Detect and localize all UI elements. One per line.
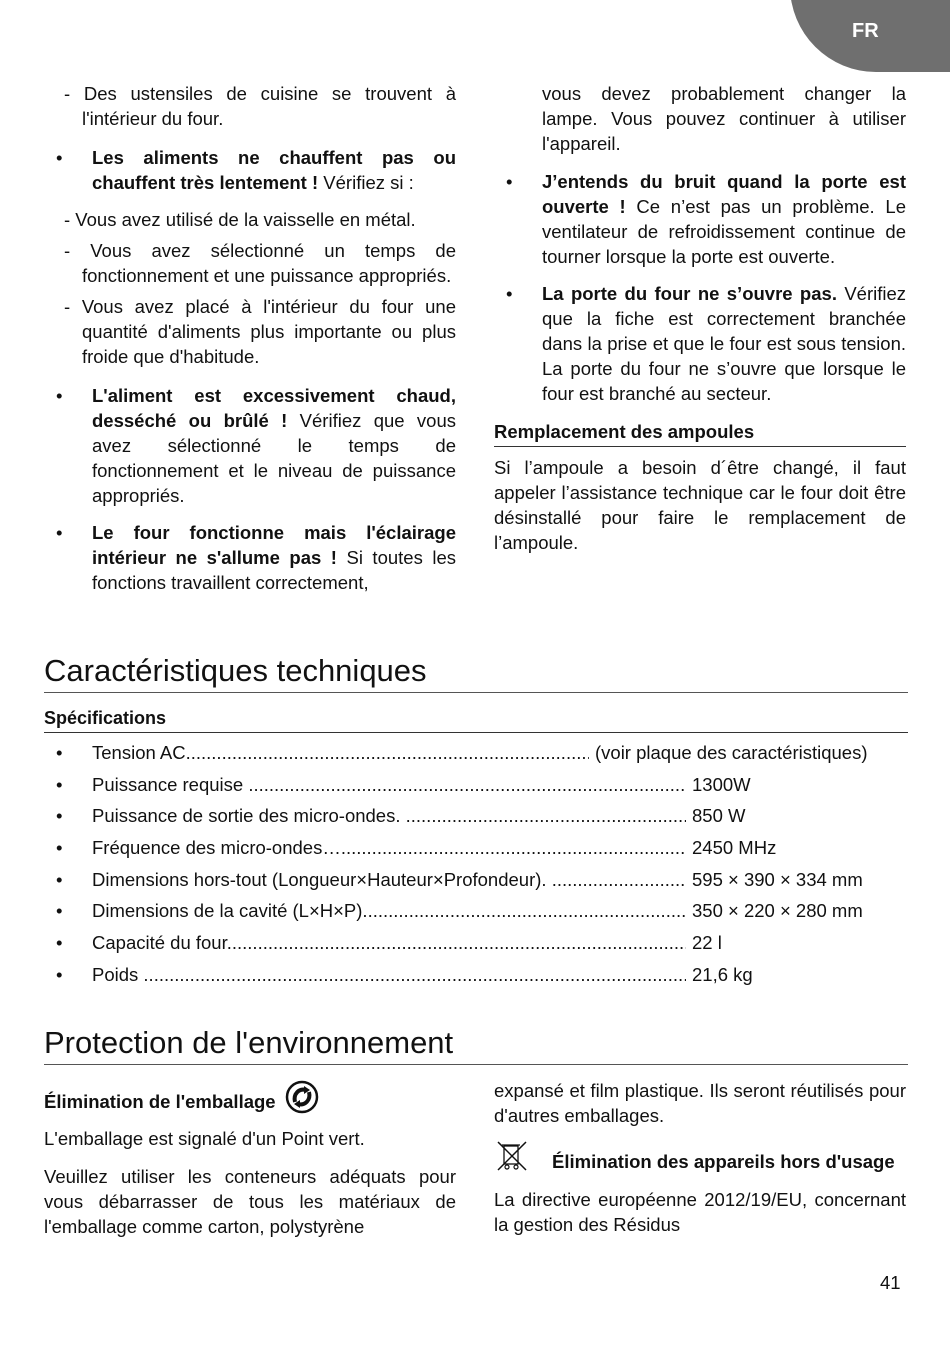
- packaging-subheading-text: Élimination de l'emballage: [44, 1091, 276, 1112]
- bullet-dot: •: [56, 868, 63, 890]
- spec-row: [44, 930, 914, 962]
- bullet-dot: •: [506, 283, 513, 304]
- spec-row: [44, 835, 914, 867]
- spec-value: (voir plaque des caractéristiques): [595, 742, 868, 763]
- spec-label-wrap: [92, 898, 686, 923]
- bullet-item: [44, 383, 456, 508]
- language-label: FR: [852, 20, 879, 42]
- spec-label-wrap: [92, 835, 686, 860]
- spec-label: Dimensions hors-tout (Longueur×Hauteur×Profondeur). .....: [92, 869, 686, 890]
- spec-label-wrap: [92, 930, 686, 955]
- bullet-dot: •: [506, 171, 513, 192]
- spec-label-wrap: [92, 867, 686, 892]
- left-column: [44, 81, 456, 607]
- spec-value: 2450 MHz: [692, 837, 777, 859]
- spec-label: Puissance requise .....: [92, 774, 686, 795]
- bullet-dot: •: [56, 147, 63, 168]
- paragraph: La directive européenne 2012/19/EU, concernant la gestion des Résidus: [494, 1189, 906, 1235]
- bullet-item: [494, 169, 906, 269]
- section-subheading: Remplacement des ampoules: [494, 419, 906, 447]
- page-number: 41: [880, 1272, 901, 1293]
- bullet-dot: •: [56, 805, 63, 827]
- spec-value: 1300W: [692, 773, 751, 795]
- spec-row: [44, 772, 914, 804]
- bullet-bold: Le four fonctionne mais l'éclairage intérieur ne s'allume pas !: [92, 522, 456, 568]
- bullet-dot: •: [56, 963, 63, 985]
- paragraph: Si l’ampoule a besoin d´être changé, il faut appeler l’assistance technique car le four doit être désinstallé pour faire le remplacement de l’ampoule.: [494, 457, 906, 553]
- specs-list: [44, 740, 914, 994]
- dash-item: - Vous avez utilisé de la vaisselle en métal.: [64, 209, 416, 230]
- bullet-bold: J’entends du bruit quand la porte est ouverte !: [542, 171, 906, 217]
- spec-value: 350 × 220 × 280 mm: [692, 900, 863, 922]
- specs-subheading: Spécifications: [44, 706, 908, 733]
- bullet-dot: •: [56, 522, 63, 543]
- bullet-dot: •: [56, 900, 63, 922]
- spec-row: [44, 740, 914, 772]
- spec-label: Capacité du four .....: [92, 932, 686, 953]
- spec-value: 850 W: [692, 805, 746, 827]
- section-title: Caractéristiques techniques: [44, 652, 908, 693]
- language-tab: [790, 0, 950, 72]
- section-title: Protection de l'environnement: [44, 1024, 908, 1065]
- spec-label-wrap: [92, 772, 686, 797]
- bullet-dot: •: [56, 837, 63, 859]
- bullet-bold: Les aliments ne chauffent pas ou chauffent très lentement !: [92, 147, 456, 193]
- spec-label: Fréquence des micro-ondes… .....: [92, 837, 686, 858]
- spec-label-wrap: [92, 962, 686, 987]
- env-left-column: [44, 1080, 456, 1239]
- bullet-item: [44, 520, 456, 595]
- bullet-text: Si toutes les fonctions travaillent correctement,: [92, 547, 456, 593]
- packaging-subheading: [44, 1080, 456, 1114]
- spec-row: [44, 962, 914, 994]
- bullet-item: [44, 145, 456, 195]
- dash-item: - Vous avez sélectionné un temps de fonctionnement et une puissance appropriés.: [64, 240, 456, 286]
- spec-label: Dimensions de la cavité (L×H×P). .....: [92, 900, 686, 921]
- spec-value: 595 × 390 × 334 mm: [692, 868, 863, 890]
- crossed-bin-icon: [494, 1140, 534, 1172]
- continued-text: vous devez probablement changer la lampe. Vous pouvez continuer à utiliser l'appareil.: [542, 83, 906, 154]
- spec-label: Tension AC .....: [92, 742, 589, 763]
- spec-value: 22 l: [692, 932, 722, 954]
- spec-row: [44, 898, 914, 930]
- bullet-dot: •: [56, 385, 63, 406]
- weee-subheading-text: Élimination des appareils hors d'usage: [552, 1151, 895, 1172]
- paragraph: L'emballage est signalé d'un Point vert.: [44, 1128, 365, 1149]
- dash-item: - Des ustensiles de cuisine se trouvent à l'intérieur du four.: [64, 83, 456, 129]
- spec-label-wrap: [92, 740, 589, 765]
- bullet-bold: L'aliment est excessivement chaud, desséché ou brûlé !: [92, 385, 456, 431]
- env-right-column: [494, 1078, 906, 1237]
- spec-label: Poids .....: [92, 964, 686, 985]
- spec-value: 21,6 kg: [692, 963, 753, 985]
- green-dot-icon: [285, 1080, 319, 1114]
- weee-subheading: [494, 1140, 906, 1174]
- paragraph: Veuillez utiliser les conteneurs adéquats pour vous débarrasser de tous les matériaux de l'emballage comme carton, polystyrène: [44, 1166, 456, 1237]
- spec-label-wrap: [92, 803, 686, 828]
- bullet-dot: •: [56, 932, 63, 954]
- spec-label: Puissance de sortie des micro-ondes. .....: [92, 805, 686, 826]
- right-column: [494, 81, 906, 555]
- bullet-text: Ce n’est pas un problème. Le ventilateur de refroidissement continue de tourner lorsque la porte est ouverte.: [542, 196, 906, 267]
- bullet-text: Vérifiez si :: [318, 172, 414, 193]
- spec-row: [44, 803, 914, 835]
- bullet-dot: •: [56, 773, 63, 795]
- paragraph: expansé et film plastique. Ils seront réutilisés pour d'autres emballages.: [494, 1080, 906, 1126]
- bullet-item: [494, 281, 906, 406]
- bullet-bold: La porte du four ne s’ouvre pas.: [542, 283, 837, 304]
- spec-row: [44, 867, 914, 899]
- dash-item: - Vous avez placé à l'intérieur du four une quantité d'aliments plus importante ou plus froide que d'habitude.: [64, 296, 456, 367]
- bullet-text: Vérifiez que vous avez sélectionné le temps de fonctionnement et le niveau de puissance appropriés.: [92, 410, 456, 506]
- bullet-dot: •: [56, 742, 63, 763]
- bullet-text: Vérifiez que la fiche est correctement branchée dans la prise et que le four est sous tension. La porte du four ne s’ouvre que lorsque le four est branché au secteur.: [542, 283, 907, 404]
